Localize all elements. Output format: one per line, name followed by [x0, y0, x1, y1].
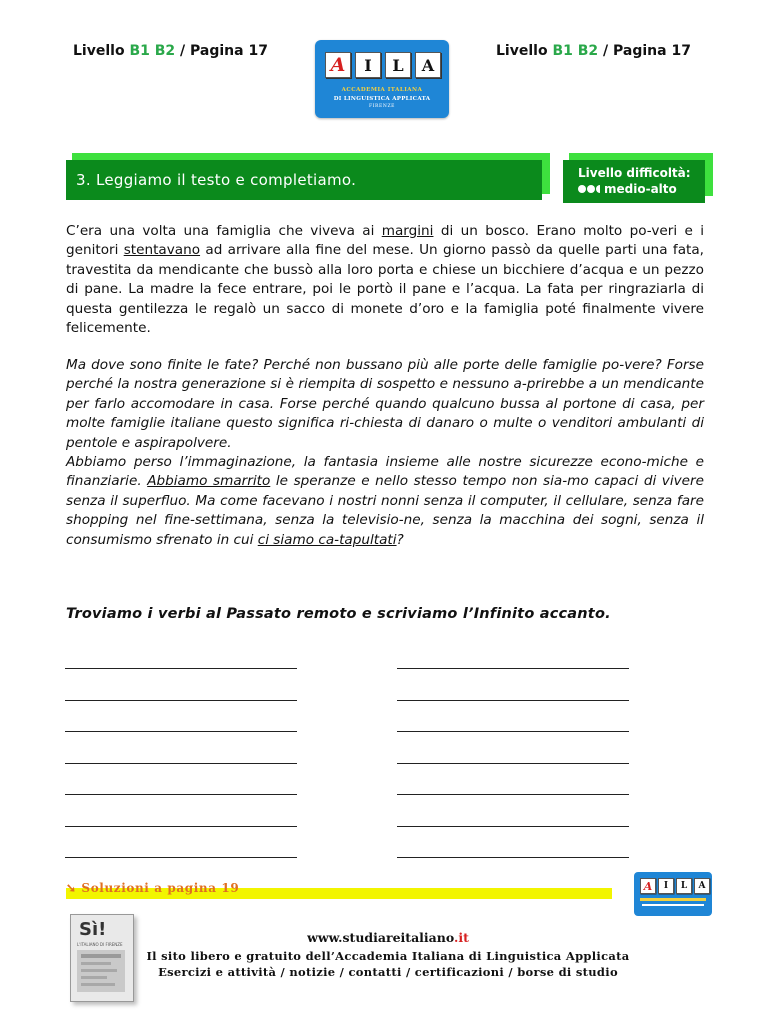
text-run: Ma dove sono finite le fate? Perché non bussano più alle porte delle famiglie po-vere? Forse perché la nostra generazione si è riempita di sospetto e nessuno a-prirebbe a un mendicante per farlo accomodare in casa. Forse perché quando qualcuno bussa al portone di casa, per molte famiglie italiane questo significa ri-chiesta di danaro o multe o venditori ambulanti di pentole e aspirapolvere. [66, 357, 704, 451]
page-header-left [73, 43, 268, 59]
footer-sections: Esercizi e attività / notizie / contatti / certificazioni / borse di studio [158, 965, 618, 979]
exercise-title: 3. Leggiamo il testo e completiamo. [76, 171, 357, 189]
footer-website[interactable] [128, 930, 648, 945]
header-page: / Pagina 17 [598, 43, 691, 59]
header-prefix: Livello [496, 43, 553, 59]
text-run: ? [396, 531, 404, 548]
underlined-word: Abbiamo smarrito [147, 473, 271, 490]
answer-line[interactable] [397, 668, 629, 669]
logo-line-1: ACCADEMIA ITALIANA [341, 87, 423, 93]
logo-letter: L [385, 52, 411, 78]
book-cover-image [70, 914, 134, 1002]
answer-line[interactable] [397, 826, 629, 827]
answer-line[interactable] [65, 668, 297, 669]
book-title: Sì! [79, 919, 107, 940]
text-run: le speranze e nello stesso tempo non sia-mo capaci di vivere senza il superfluo. Ma come facevano i nostri nonni senza il computer, il cellulare, senza fare shopping nel fine-settimana, senza la televisio-ne, senza la macchina dei sogni, senza il consumismo sfrenato in cui [66, 473, 704, 548]
difficulty-value: medio-alto [604, 182, 677, 196]
underlined-word: ci siamo ca-tapultati [257, 531, 397, 548]
text-run: C’era una volta una famiglia che viveva ai [66, 223, 382, 239]
logo-line-2: DI LINGUISTICA APPLICATA [333, 96, 431, 102]
level-b1: B1 [129, 43, 150, 59]
difficulty-label: Livello difficoltà: [578, 166, 691, 180]
solutions-link[interactable]: ➘ Soluzioni a pagina 19 [66, 881, 240, 895]
answer-line[interactable] [397, 763, 629, 764]
logo-letters [325, 52, 441, 78]
story-paragraph-1 [66, 222, 704, 338]
footer-tagline: Il sito libero e gratuito dell’Accademia Italiana di Linguistica Applicata [146, 949, 630, 963]
logo-letter: A [640, 878, 656, 894]
answer-line[interactable] [397, 700, 629, 701]
text-run: ad arrivare alla fine del mese. Un giorno passò da quelle parti una fata, travestita da mendicante che bussò alla loro porta e chiese un bicchiere d’acqua e un pezzo di pane. La madre la fece entrare, poi le portò il pane e l’acqua. La fata per ringraziarla di questa gentilezza le regalò un sacco di monete d’oro e la famiglia poté finalmente vivere felicemente. [66, 242, 705, 337]
logo-letter: A [325, 52, 351, 78]
paragraph-2-part-1 [66, 357, 704, 451]
page-header-right [496, 43, 691, 59]
answer-line[interactable] [397, 794, 629, 795]
underlined-word: margini [381, 223, 434, 239]
text-run: di un bosco. Erano molto po-veri e i genitori [66, 223, 704, 259]
answer-line[interactable] [65, 857, 297, 858]
logo-letter: A [415, 52, 441, 78]
paragraph-2-part-2 [66, 454, 704, 548]
logo-letter: I [355, 52, 381, 78]
difficulty-dots-icon [578, 185, 600, 193]
difficulty-level [578, 182, 677, 196]
logo-letter: L [676, 878, 692, 894]
aila-logo-small [634, 872, 712, 916]
book-subtitle: L'ITALIANO DI FIRENZE [77, 942, 123, 947]
answer-line[interactable] [65, 794, 297, 795]
answer-line[interactable] [65, 826, 297, 827]
underlined-word: stentavano [123, 242, 201, 259]
header-prefix: Livello [73, 43, 130, 59]
website-tld: .it [453, 930, 469, 945]
answer-line[interactable] [397, 731, 629, 732]
story-paragraph-2 [66, 356, 704, 550]
answer-line[interactable] [397, 857, 629, 858]
logo-line-3: FIRENZE [368, 104, 396, 109]
logo-letter: A [694, 878, 710, 894]
answer-line[interactable] [65, 731, 297, 732]
task-instruction: Troviamo i verbi al Passato remoto e scriviamo l’Infinito accanto. [66, 606, 611, 622]
level-b1: B1 [552, 43, 573, 59]
header-page: / Pagina 17 [175, 43, 268, 59]
text-run: Abbiamo perso l’immaginazione, la fantasia insieme alle nostre sicurezze econo-miche e finanziarie. [66, 454, 704, 490]
answer-line[interactable] [65, 700, 297, 701]
aila-logo [315, 40, 449, 118]
level-b2: B2 [577, 43, 599, 59]
answer-line[interactable] [65, 763, 297, 764]
logo-letter: I [658, 878, 674, 894]
level-b2: B2 [154, 43, 176, 59]
website-name: www.studiareitaliano [307, 930, 454, 945]
